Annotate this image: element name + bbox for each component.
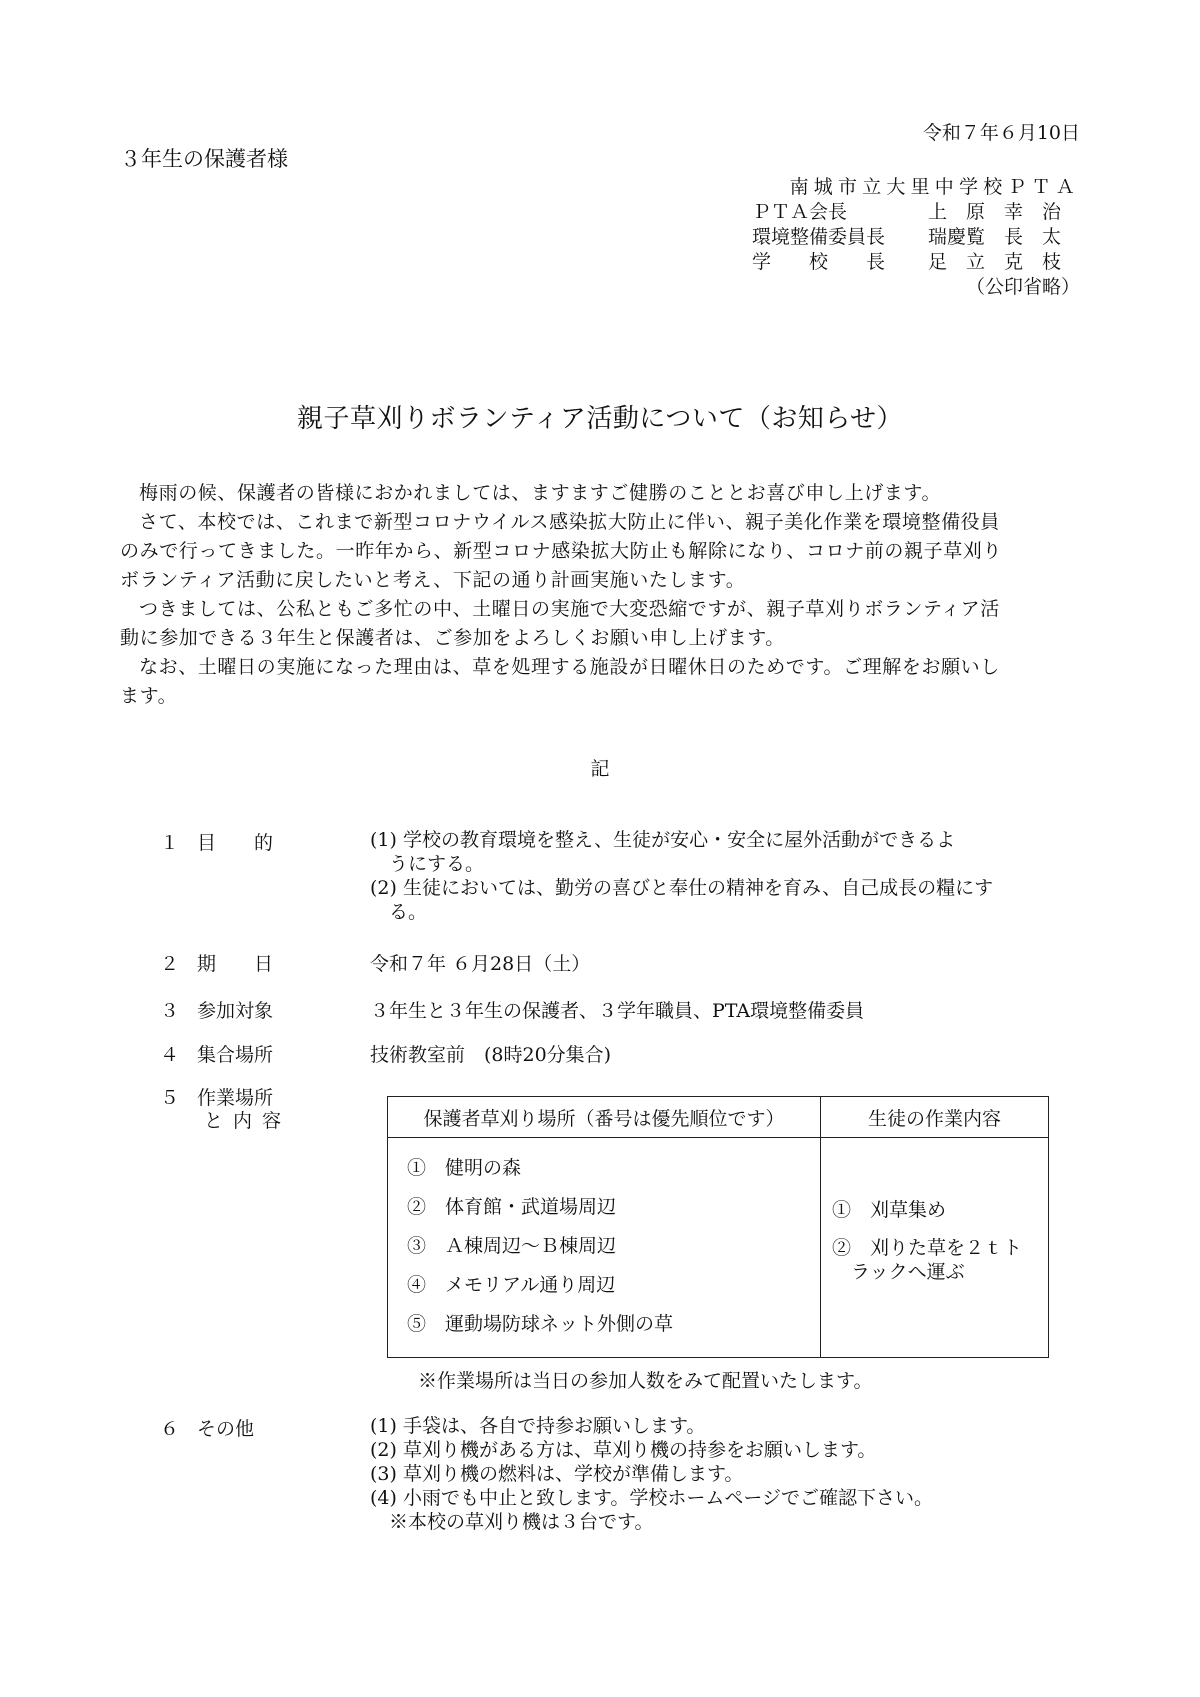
list-item: ① 刈草集め [832, 1198, 947, 1221]
event-date: 令和７年 ６月28日（土） [370, 953, 591, 975]
item-number: ２ [160, 953, 180, 975]
list-item: ② 刈りた草を２ｔト ラックへ運ぶ [832, 1236, 1023, 1283]
seal-note: （公印省略） [965, 276, 1080, 298]
list-item: ② 体育館・武道場周辺 [407, 1196, 617, 1218]
item-number: ４ [160, 1044, 180, 1066]
principal-name: 足 立 克 枝 [928, 251, 1062, 273]
item-label-target: 参加対象 [197, 1000, 274, 1022]
other-line: ※本校の草刈り機は３台です。 [370, 1511, 654, 1533]
paragraph-line: 梅雨の候、保護者の皆様におかれましては、ますますご健勝のこととお喜び申し上げます。 [139, 482, 942, 504]
env-chair-name: 瑞慶覧 長 太 [928, 226, 1062, 248]
work-note: ※作業場所は当日の参加人数をみて配置いたします。 [418, 1370, 873, 1392]
purpose-line: うにする。 [370, 853, 485, 875]
env-chair-title: 環境整備委員長 [752, 226, 886, 248]
item-number: ３ [160, 1000, 180, 1022]
other-line: (4) 小雨でも中止と致します。学校ホームページでご確認下さい。 [370, 1487, 934, 1509]
other-line: (3) 草刈り機の燃料は、学校が準備します。 [370, 1463, 744, 1485]
item-number: ６ [160, 1418, 180, 1440]
purpose-line: る。 [370, 901, 428, 923]
meeting-place: 技術教室前 (8時20分集合) [370, 1044, 612, 1066]
item-label-meeting: 集合場所 [197, 1044, 274, 1066]
table-header-parent: 保護者草刈り場所（番号は優先順位です） [388, 1097, 821, 1138]
paragraph-line: ます。 [120, 685, 178, 707]
purpose-list [370, 828, 993, 924]
participants: ３年生と３年生の保護者、３学年職員、PTA環境整備委員 [370, 1000, 865, 1022]
purpose-line: (2) 生徒においては、勤労の喜びと奉仕の精神を育み、自己成長の糧にす [370, 877, 994, 899]
work-table [387, 1096, 1049, 1358]
sender-org: 南城市立大里中学校ＰＴＡ [789, 176, 1080, 198]
purpose-line: (1) 学校の教育環境を整え、生徒が安心・安全に屋外活動ができるよ [370, 829, 956, 851]
greeting-paragraph [120, 479, 1080, 508]
parent-places-cell [388, 1138, 821, 1358]
paragraph-line: なお、土曜日の実施になった理由は、草を処理する施設が日曜休日のためです。ご理解をお願いし [139, 656, 1000, 678]
pta-president-title: ＰＴＡ会長 [752, 201, 848, 223]
item-number: １ [160, 832, 180, 854]
principal-title: 学 校 長 [752, 251, 886, 273]
student-tasks-cell [821, 1138, 1049, 1358]
table-header-student: 生徒の作業内容 [821, 1097, 1049, 1138]
paragraph-line: さて、本校では、これまで新型コロナウイルス感染拡大防止に伴い、親子美化作業を環境整備役員 [139, 511, 1000, 533]
item-label-other: その他 [197, 1418, 255, 1440]
paragraph-line: ボランティア活動に戻したいと考え、下記の通り計画実施いたします。 [120, 569, 746, 591]
recipient: ３年生の保護者様 [120, 147, 288, 171]
item-label-purpose: 目 的 [197, 832, 274, 854]
paragraph-line: つきましては、公私ともご多忙の中、土曜日の実施で大変恐縮ですが、親子草刈りボランティア活 [139, 598, 1000, 620]
paragraph-line: のみで行ってきました。一昨年から、新型コロナ感染拡大防止も解除になり、コロナ前の親子草刈り [120, 540, 1003, 562]
item-label-work: 作業場所 [197, 1087, 274, 1109]
other-line: (2) 草刈り機がある方は、草刈り機の持参をお願いします。 [370, 1439, 877, 1461]
ki-heading: 記 [590, 758, 610, 780]
list-item: ① 健明の森 [407, 1157, 522, 1179]
item-label-work-line2: と 内 容 [204, 1110, 284, 1132]
reason-paragraph [120, 653, 1080, 711]
list-item: ⑤ 運動場防球ネット外側の草 [407, 1313, 674, 1335]
document-date: 令和７年６月10日 [922, 122, 1080, 144]
paragraph-line: 動に参加できる３年生と保護者は、ご参加をよろしくお願い申し上げます。 [120, 627, 785, 649]
background-paragraph [120, 508, 1080, 595]
list-item: ④ メモリアル通り周辺 [407, 1274, 616, 1296]
request-paragraph [120, 595, 1080, 653]
list-item: ③ Ａ棟周辺～Ｂ棟周辺 [407, 1235, 617, 1257]
item-label-date: 期 日 [197, 953, 274, 975]
other-list [370, 1414, 933, 1534]
document-title: 親子草刈りボランティア活動について（お知らせ） [296, 404, 904, 434]
pta-president-name: 上 原 幸 治 [928, 201, 1062, 223]
item-number: ５ [160, 1087, 180, 1109]
other-line: (1) 手袋は、各自で持参お願いします。 [370, 1415, 706, 1437]
